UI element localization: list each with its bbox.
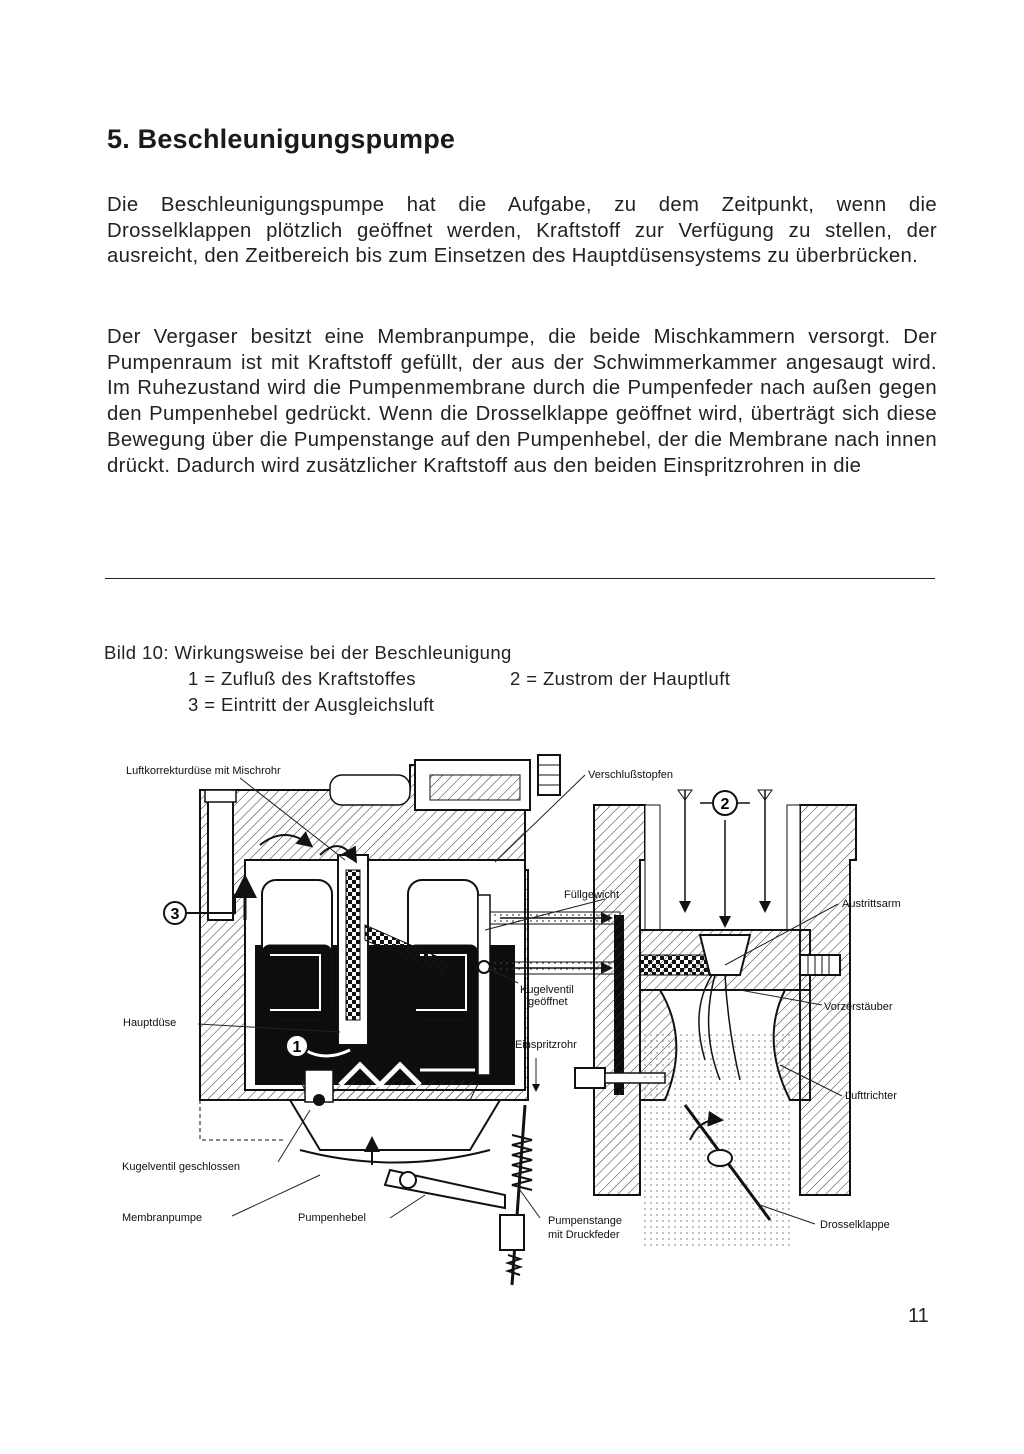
- page-number: 11: [908, 1305, 929, 1327]
- label-hauptduese: Hauptdüse: [123, 1017, 177, 1029]
- label-vorzerstaeuber: Vorzerstäuber: [824, 1001, 893, 1013]
- svg-text:3: 3: [170, 906, 180, 923]
- label-pumpenstange-2: mit Druckfeder: [548, 1229, 620, 1241]
- figure-caption-item-2: 2 = Zustrom der Hauptluft: [510, 668, 731, 689]
- label-kugelventil-offen-2: geöffnet: [528, 996, 568, 1008]
- venturi-section: [575, 790, 856, 1250]
- label-kugelventil-geschlossen: Kugelventil geschlossen: [122, 1161, 241, 1173]
- label-lufttrichter: Lufttrichter: [845, 1090, 897, 1102]
- label-pumpenstange-1: Pumpenstange: [548, 1215, 622, 1227]
- label-pumpenhebel: Pumpenhebel: [298, 1212, 366, 1224]
- label-einspritzrohr: Einspritzrohr: [515, 1039, 577, 1051]
- marker-2: [700, 791, 750, 815]
- label-drosselklappe: Drosselklappe: [820, 1219, 890, 1231]
- paragraph-1: Die Beschleunigungspumpe hat die Aufgabe, zu dem Zeitpunkt, wenn die Drosselklappen plötzlich geöffnet werden, Kraftstoff zur Verfügung zu stellen, der ausreicht, den Zeitbereich bis zum Einsetzen des Hauptdüsensystems zu überbrücken.: [107, 194, 937, 268]
- section-heading: 5. Beschleunigungspumpe: [107, 124, 456, 154]
- figure-caption-item-1: 1 = Zufluß des Kraftstoffes: [188, 668, 416, 689]
- label-membranpumpe: Membranpumpe: [122, 1212, 203, 1224]
- label-austrittsarm: Austrittsarm: [842, 898, 901, 910]
- marker-1: [286, 1035, 308, 1057]
- label-verschluss: Verschlußstopfen: [588, 769, 673, 781]
- carburetor-diagram: [0, 740, 1024, 1300]
- footnote-rule: [105, 578, 935, 579]
- figure-caption-title: Bild 10: Wirkungsweise bei der Beschleunigung: [104, 642, 512, 663]
- svg-text:2: 2: [720, 796, 730, 813]
- label-kugelventil-offen-1: Kugelventil: [520, 984, 574, 996]
- svg-text:1: 1: [292, 1039, 302, 1056]
- label-luftkorrektur: Luftkorrekturdüse mit Mischrohr: [126, 765, 281, 777]
- figure-caption-item-3: 3 = Eintritt der Ausgleichsluft: [188, 694, 435, 715]
- paragraph-2: Der Vergaser besitzt eine Membranpumpe, die beide Mischkammern versorgt. Der Pumpenraum ist mit Kraftstoff gefüllt, der aus der Schwimmerkammer angesaugt wird. Im Ruhezustand wird die Pumpenmembrane durch die Pumpenfeder nach außen gegen den Pumpenhebel gedrückt. Wenn die Drosselklappe geöffnet wird, überträgt sich diese Bewegung über die Pumpenstange auf den Pumpenhebel, der die Membrane nach innen drückt. Dadurch wird zusätzlicher Kraftstoff aus den beiden Einspritzrohren in die: [107, 326, 937, 477]
- label-fuellgewicht: Füllgewicht: [564, 889, 620, 901]
